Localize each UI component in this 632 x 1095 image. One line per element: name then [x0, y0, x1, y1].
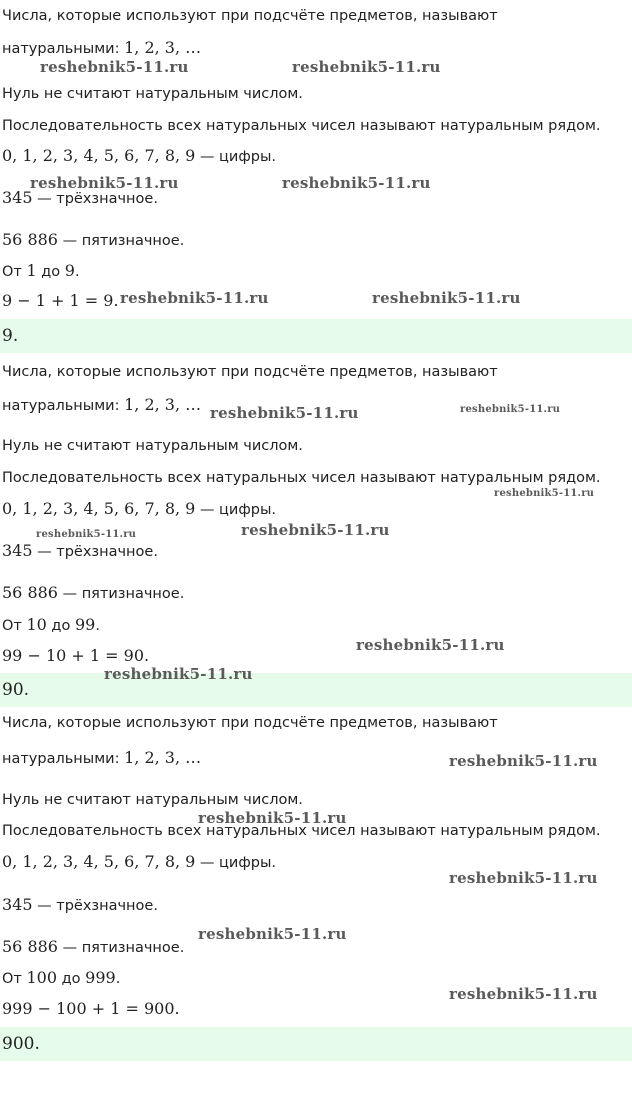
- three-digit-line: [2, 541, 158, 562]
- intro-line-2: [2, 748, 201, 769]
- intro-text: натуральными:: [2, 41, 125, 57]
- intro-line-1: Числа, которые используют при подсчёте предметов, называют: [2, 364, 498, 380]
- watermark-text: reshebnik5-11.ru: [292, 58, 441, 76]
- range-line: [2, 615, 100, 636]
- watermark-text: reshebnik5-11.ru: [104, 665, 253, 683]
- three-digit-math: 345: [2, 895, 33, 914]
- intro-line-1: Числа, которые используют при подсчёте предметов, называют: [2, 8, 498, 24]
- digits-text: — цифры.: [195, 149, 277, 165]
- answer-value: 900.: [2, 1034, 40, 1054]
- answer-box: [0, 319, 632, 353]
- range-from-text: От: [2, 264, 27, 280]
- watermark-text: reshebnik5-11.ru: [494, 488, 595, 499]
- watermark-text: reshebnik5-11.ru: [198, 925, 347, 943]
- range-from-math: 1: [26, 261, 37, 280]
- five-digit-line: [2, 583, 184, 604]
- watermark-text: reshebnik5-11.ru: [449, 985, 598, 1003]
- range-mid-text: до: [36, 264, 65, 280]
- natural-numbers-math: 1, 2, 3, …: [124, 38, 202, 57]
- digits-text: — цифры.: [195, 855, 277, 871]
- intro-line-1: Числа, которые используют при подсчёте предметов, называют: [2, 715, 498, 731]
- three-digit-math: 345: [2, 188, 33, 207]
- range-to-math: 9: [64, 261, 75, 280]
- answer-value: 9.: [2, 326, 19, 346]
- five-digit-line: [2, 937, 184, 958]
- range-line: [2, 261, 80, 282]
- answer-box: [0, 1027, 632, 1061]
- intro-text: натуральными:: [2, 751, 125, 767]
- three-digit-text: — трёхзначное.: [32, 898, 158, 914]
- sequence-line: Последовательность всех натуральных чисел называют натуральным рядом.: [2, 118, 601, 134]
- sequence-line: Последовательность всех натуральных чисел называют натуральным рядом.: [2, 470, 601, 486]
- digits-math: 0, 1, 2, 3, 4, 5, 6, 7, 8, 9: [2, 146, 196, 165]
- range-from-text: От: [2, 971, 27, 987]
- digits-line: [2, 852, 276, 873]
- range-end: .: [115, 971, 121, 987]
- range-line: [2, 968, 120, 989]
- range-from-text: От: [2, 618, 27, 634]
- watermark-text: reshebnik5-11.ru: [40, 58, 189, 76]
- watermark-text: reshebnik5-11.ru: [282, 174, 431, 192]
- digits-math: 0, 1, 2, 3, 4, 5, 6, 7, 8, 9: [2, 852, 196, 871]
- digits-line: [2, 146, 276, 167]
- watermark-text: reshebnik5-11.ru: [356, 636, 505, 654]
- natural-numbers-math: 1, 2, 3, …: [124, 748, 202, 767]
- five-digit-text: — пятизначное.: [57, 586, 185, 602]
- natural-numbers-math: 1, 2, 3, …: [124, 395, 202, 414]
- digits-text: — цифры.: [195, 502, 277, 518]
- watermark-text: reshebnik5-11.ru: [372, 289, 521, 307]
- three-digit-math: 345: [2, 541, 33, 560]
- zero-line: Нуль не считают натуральным числом.: [2, 438, 303, 454]
- watermark-text: reshebnik5-11.ru: [449, 869, 598, 887]
- watermark-text: reshebnik5-11.ru: [449, 752, 598, 770]
- range-mid-text: до: [46, 618, 75, 634]
- intro-line-2: [2, 395, 201, 416]
- five-digit-math: 56 886: [2, 937, 58, 956]
- intro-line-2: [2, 38, 201, 59]
- zero-line: Нуль не считают натуральным числом.: [2, 86, 303, 102]
- intro-text: натуральными:: [2, 398, 125, 414]
- formula-line: 999 − 100 + 1 = 900.: [2, 999, 180, 1018]
- range-end: .: [74, 264, 80, 280]
- range-from-math: 100: [26, 968, 58, 987]
- digits-line: [2, 499, 276, 520]
- formula-line: 99 − 10 + 1 = 90.: [2, 646, 150, 665]
- five-digit-math: 56 886: [2, 583, 58, 602]
- range-to-math: 999: [85, 968, 116, 987]
- range-to-math: 99: [74, 615, 96, 634]
- answer-value: 90.: [2, 680, 30, 700]
- range-end: .: [95, 618, 100, 634]
- five-digit-text: — пятизначное.: [57, 940, 185, 956]
- three-digit-text: — трёхзначное.: [32, 191, 158, 207]
- watermark-text: reshebnik5-11.ru: [198, 809, 347, 827]
- watermark-text: reshebnik5-11.ru: [30, 174, 179, 192]
- watermark-text: reshebnik5-11.ru: [36, 529, 137, 540]
- watermark-text: reshebnik5-11.ru: [241, 521, 390, 539]
- five-digit-math: 56 886: [2, 230, 58, 249]
- watermark-text: reshebnik5-11.ru: [460, 404, 561, 415]
- range-mid-text: до: [57, 971, 86, 987]
- three-digit-line: [2, 895, 158, 916]
- zero-line: Нуль не считают натуральным числом.: [2, 792, 303, 808]
- five-digit-text: — пятизначное.: [57, 233, 185, 249]
- digits-math: 0, 1, 2, 3, 4, 5, 6, 7, 8, 9: [2, 499, 196, 518]
- answer-box: [0, 673, 632, 707]
- three-digit-text: — трёхзначное.: [32, 544, 158, 560]
- watermark-text: reshebnik5-11.ru: [210, 404, 359, 422]
- sequence-line: Последовательность всех натуральных чисел называют натуральным рядом.: [2, 823, 601, 839]
- formula-line: 9 − 1 + 1 = 9.: [2, 291, 119, 310]
- five-digit-line: [2, 230, 184, 251]
- range-from-math: 10: [26, 615, 47, 634]
- watermark-text: reshebnik5-11.ru: [120, 289, 269, 307]
